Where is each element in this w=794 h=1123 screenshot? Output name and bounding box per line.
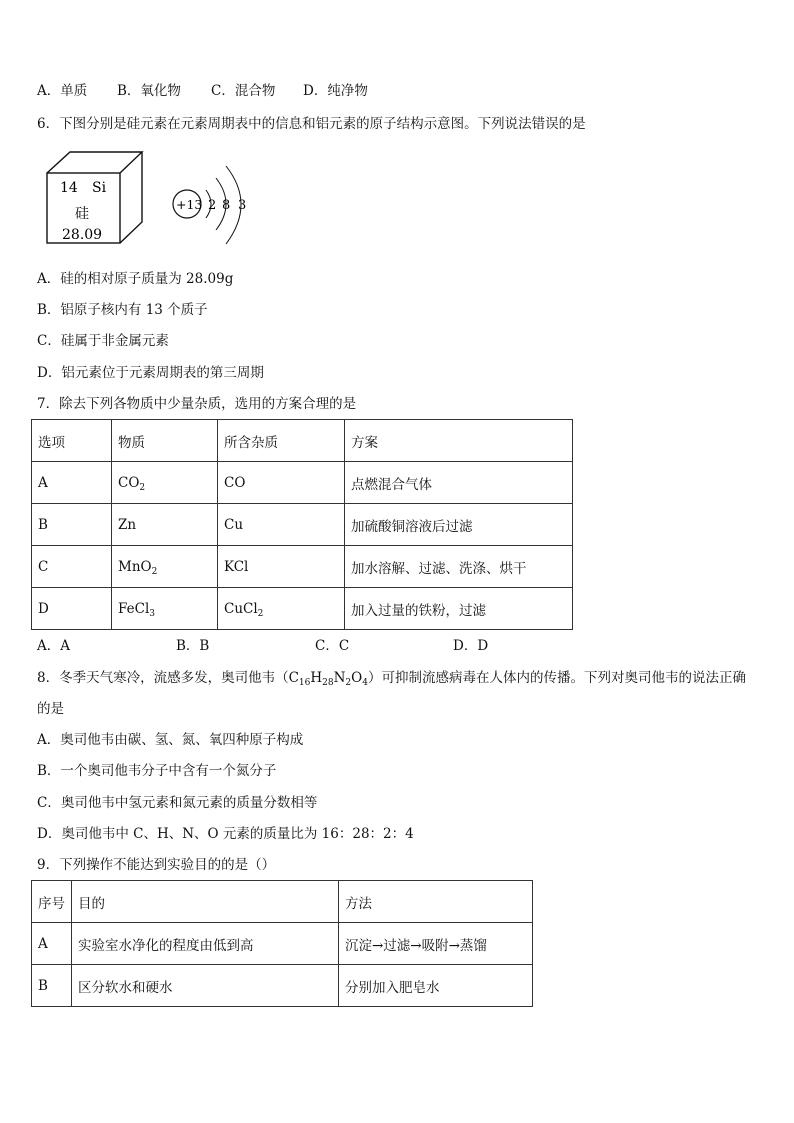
q6-stem: 6．下图分别是硅元素在元素周期表中的信息和铝元素的原子结构示意图。下列说法错误的是 [37, 116, 586, 132]
q9-header-cell: 序号 [32, 881, 72, 923]
q6-option-c: C．硅属于非金属元素 [37, 333, 169, 349]
formula-element: N [333, 670, 346, 686]
table-row [32, 588, 573, 630]
substance-formula: CO [118, 474, 140, 491]
q9-header-cell: 目的 [72, 881, 339, 923]
impurity-cell [218, 546, 345, 588]
q9-table [31, 880, 533, 1007]
shell-1-electrons: 2 [208, 198, 217, 213]
formula-subscript: 28 [322, 678, 334, 688]
shell-3-electrons: 3 [238, 198, 247, 213]
nucleus-charge: +13 [176, 197, 203, 212]
q9-stem: 9．下列操作不能达到实验目的的是（） [37, 857, 276, 873]
table-row [32, 923, 533, 965]
method-cell: 沉淀→过滤→吸附→蒸馏 [339, 923, 533, 965]
substance-formula: MnO [118, 558, 152, 575]
q5-option-b: B．氧化物 [117, 83, 181, 99]
option-cell: C [32, 546, 112, 588]
impurity-cell [218, 504, 345, 546]
plan-cell: 加硫酸铜溶液后过滤 [345, 504, 573, 546]
q9-header-cell: 方法 [339, 881, 533, 923]
q7-header-cell: 选项 [32, 420, 112, 462]
purpose-cell: 实验室水净化的程度由低到高 [72, 923, 339, 965]
element-mass: 28.09 [62, 227, 103, 243]
q6-figure [44, 150, 254, 250]
table-row [32, 504, 573, 546]
impurity-formula: CuCl [224, 600, 258, 617]
table-row [32, 546, 573, 588]
impurity-formula: KCl [224, 558, 249, 575]
substance-cell [112, 462, 218, 504]
substance-cell [112, 504, 218, 546]
impurity-cell [218, 462, 345, 504]
element-number: 14 [60, 180, 78, 196]
formula-subscript: 2 [257, 608, 264, 619]
q7-options [37, 637, 488, 655]
element-name: 硅 [75, 206, 89, 222]
q7-stem: 7．除去下列各物质中少量杂质，选用的方案合理的是 [37, 396, 357, 412]
q5-option-a: A．单质 [37, 83, 88, 99]
formula-element: H [310, 670, 323, 686]
formula-subscript: 3 [149, 608, 155, 619]
q7-option-d: D．D [453, 638, 489, 654]
formula-subscript: 2 [345, 678, 352, 688]
formula-subscript: 2 [151, 566, 158, 577]
q7-option-c: C．C [315, 638, 350, 654]
formula-element: O [351, 670, 363, 686]
q8-option-a: A．奥司他韦由碳、氢、氮、氧四种原子构成 [37, 732, 304, 748]
q8-option-c: C．奥司他韦中氢元素和氮元素的质量分数相等 [37, 795, 318, 811]
plan-cell: 加入过量的铁粉，过滤 [345, 588, 573, 630]
table-row [32, 965, 533, 1007]
q8-option-d: D．奥司他韦中 C、H、N、O 元素的质量比为 16：28：2：4 [37, 826, 414, 842]
element-symbol: Si [92, 180, 107, 196]
q7-option-b: B．B [176, 638, 210, 654]
formula-subscript: 16 [298, 678, 311, 688]
index-cell: A [32, 923, 72, 965]
q6-option-a: A．硅的相对原子质量为 28.09g [37, 271, 234, 287]
q6-option-d: D．铝元素位于元素周期表的第三周期 [37, 365, 264, 381]
purpose-cell: 区分软水和硬水 [72, 965, 339, 1007]
q5-option-d: D．纯净物 [303, 83, 368, 99]
q7-header-cell: 方案 [345, 420, 573, 462]
q7-option-a: A．A [37, 638, 70, 654]
plan-cell: 加水溶解、过滤、洗涤、烘干 [345, 546, 573, 588]
impurity-cell [218, 588, 345, 630]
formula-subscript: 2 [139, 482, 146, 493]
table-row [32, 462, 573, 504]
q7-header-row [32, 420, 573, 462]
option-cell: D [32, 588, 112, 630]
element-and-atom-diagram [44, 150, 254, 250]
shell-2-electrons: 8 [222, 198, 231, 213]
option-cell: B [32, 504, 112, 546]
q8-stem [37, 669, 746, 687]
q8-stem-part: ）可抑制流感病毒在人体内的传播。下列对奥司他韦的说法正确 [367, 670, 746, 686]
q8-option-b: B．一个奥司他韦分子中含有一个氮分子 [37, 763, 277, 779]
impurity-formula: CO [224, 474, 246, 491]
index-cell: B [32, 965, 72, 1007]
plan-cell: 点燃混合气体 [345, 462, 573, 504]
q7-header-cell: 所含杂质 [218, 420, 345, 462]
formula-subscript: 4 [362, 678, 368, 688]
q8-stem-cont: 的是 [37, 701, 64, 717]
impurity-formula: Cu [224, 516, 244, 533]
q7-header-cell: 物质 [112, 420, 218, 462]
substance-formula: Zn [118, 516, 137, 533]
q5-options [37, 82, 368, 100]
q8-stem-part: 8．冬季天气寒冷，流感多发，奥司他韦（C [37, 670, 299, 686]
q7-table [31, 419, 573, 630]
option-cell: A [32, 462, 112, 504]
q6-option-b: B．铝原子核内有 13 个质子 [37, 302, 208, 318]
method-cell: 分别加入肥皂水 [339, 965, 533, 1007]
q9-header-row [32, 881, 533, 923]
substance-cell [112, 588, 218, 630]
substance-formula: FeCl [118, 600, 150, 617]
q5-option-c: C．混合物 [211, 83, 276, 99]
substance-cell [112, 546, 218, 588]
